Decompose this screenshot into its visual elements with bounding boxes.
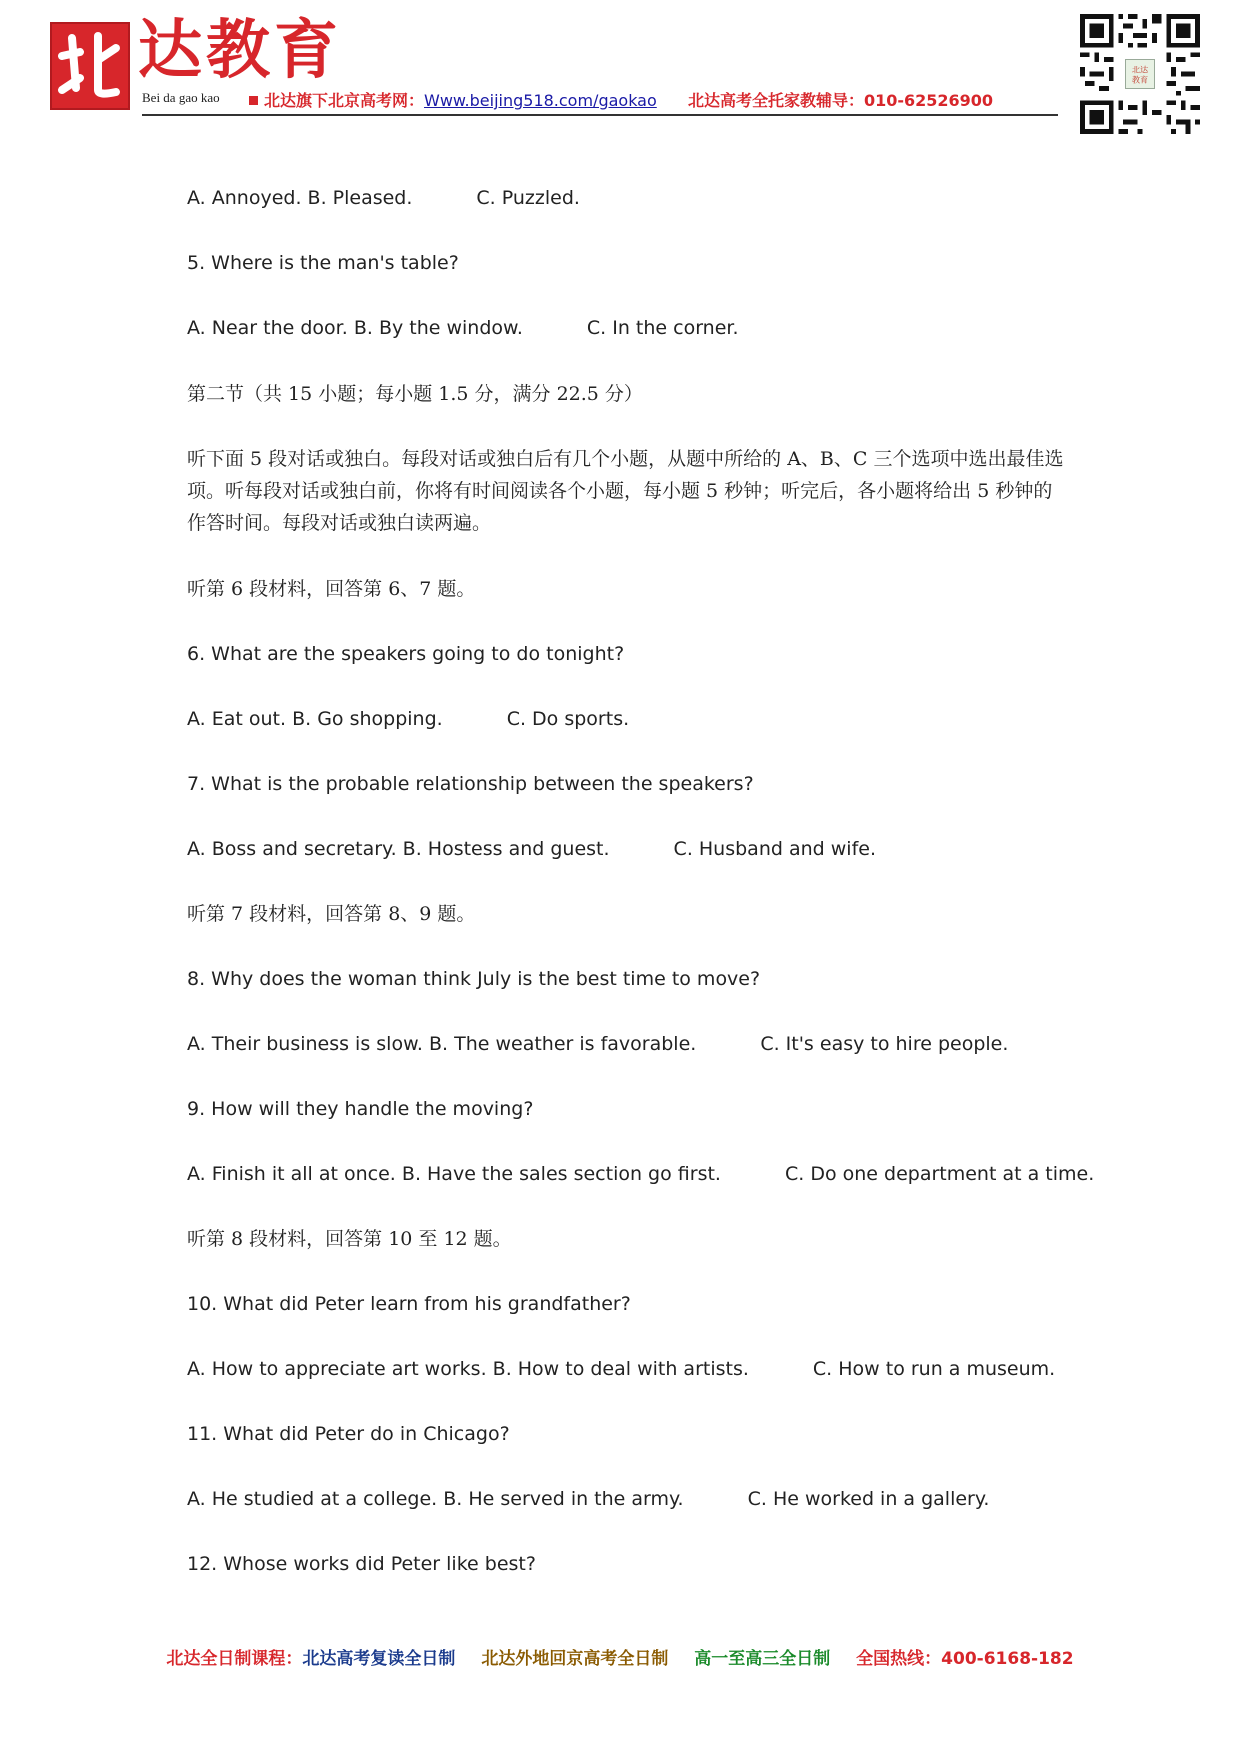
section-2-title: 第二节（共 15 小题；每小题 1.5 分，满分 22.5 分） bbox=[187, 383, 643, 405]
qr-code-icon bbox=[1080, 14, 1200, 134]
option-c: C. It's easy to hire people. bbox=[760, 1033, 1009, 1055]
option-a: A. He studied at a college. bbox=[187, 1488, 438, 1510]
option-b: B. By the window. bbox=[353, 317, 523, 339]
option-b: B. Go shopping. bbox=[292, 708, 443, 730]
question-7: 7. What is the probable relationship between the speakers? bbox=[187, 773, 754, 795]
option-a: A. Eat out. bbox=[187, 708, 287, 730]
footer-courses-label: 北达全日制课程： bbox=[166, 1649, 303, 1669]
option-c: C. In the corner. bbox=[586, 317, 739, 339]
option-c: C. Puzzled. bbox=[476, 187, 580, 209]
logo-pinyin: Bei da gao kao bbox=[142, 90, 220, 105]
q5-options bbox=[187, 312, 1067, 344]
footer-bar bbox=[0, 1644, 1240, 1669]
option-a: A. Near the door. bbox=[187, 317, 348, 339]
footer-hotline: 全国热线：400-6168-182 bbox=[856, 1649, 1074, 1669]
material-8-heading: 听第 8 段材料，回答第 10 至 12 题。 bbox=[187, 1228, 512, 1250]
question-10: 10. What did Peter learn from his grandfather? bbox=[187, 1293, 631, 1315]
svg-text:教育: 教育 bbox=[1131, 74, 1149, 85]
option-b: B. He served in the army. bbox=[443, 1488, 684, 1510]
option-a: A. Annoyed. bbox=[187, 187, 302, 209]
option-b: B. The weather is favorable. bbox=[428, 1033, 697, 1055]
q11-options bbox=[187, 1483, 1067, 1515]
tutor-label: 北达高考全托家教辅导：010-62526900 bbox=[687, 91, 994, 110]
site-link[interactable]: Www.beijing518.com/gaokao bbox=[424, 91, 657, 110]
q7-options bbox=[187, 833, 1067, 865]
material-6-heading: 听第 6 段材料，回答第 6、7 题。 bbox=[187, 578, 476, 600]
question-12: 12. Whose works did Peter like best? bbox=[187, 1553, 536, 1575]
q4-options bbox=[187, 182, 1067, 214]
q6-options bbox=[187, 703, 1067, 735]
option-c: C. Do sports. bbox=[506, 708, 630, 730]
logo-text: 达教育 bbox=[138, 13, 342, 88]
question-11: 11. What did Peter do in Chicago? bbox=[187, 1423, 510, 1445]
question-8: 8. Why does the woman think July is the best time to move? bbox=[187, 968, 761, 990]
logo-emblem bbox=[50, 22, 130, 110]
section-2-instructions: 听下面 5 段对话或独白。每段对话或独白后有几个小题，从题中所给的 A、B、C 三个选项中选出最佳选项。听每段对话或独白前，你将有时间阅读各个小题，每小题 5 秒钟；听完后，各小题将给出 5 秒钟的作答时间。每段对话或独白读两遍。 bbox=[187, 448, 1064, 534]
question-9: 9. How will they handle the moving? bbox=[187, 1098, 534, 1120]
footer-course-1: 北达高考复读全日制 bbox=[302, 1649, 456, 1669]
bullet-square-icon bbox=[249, 96, 258, 105]
footer-course-3: 高一至高三全日制 bbox=[694, 1649, 831, 1669]
option-c: C. Do one department at a time. bbox=[784, 1163, 1095, 1185]
option-c: C. How to run a museum. bbox=[812, 1358, 1056, 1380]
option-b: B. Hostess and guest. bbox=[402, 838, 610, 860]
q9-options bbox=[187, 1158, 1095, 1190]
header-divider bbox=[142, 114, 1058, 116]
question-5: 5. Where is the man's table? bbox=[187, 252, 459, 274]
material-7-heading: 听第 7 段材料，回答第 8、9 题。 bbox=[187, 903, 476, 925]
option-a: A. Boss and secretary. bbox=[187, 838, 397, 860]
option-c: C. Husband and wife. bbox=[673, 838, 876, 860]
question-6: 6. What are the speakers going to do tonight? bbox=[187, 643, 625, 665]
q8-options bbox=[187, 1028, 1067, 1060]
header-info-line bbox=[264, 88, 993, 111]
footer-course-2: 北达外地回京高考全日制 bbox=[481, 1649, 669, 1669]
option-a: A. How to appreciate art works. bbox=[187, 1358, 487, 1380]
option-b: B. Have the sales section go first. bbox=[401, 1163, 721, 1185]
option-c: C. He worked in a gallery. bbox=[747, 1488, 990, 1510]
option-a: A. Their business is slow. bbox=[187, 1033, 423, 1055]
option-b: B. How to deal with artists. bbox=[492, 1358, 749, 1380]
qr-center-label: 北达 bbox=[1131, 64, 1149, 75]
q10-options bbox=[187, 1353, 1067, 1385]
option-b: B. Pleased. bbox=[307, 187, 413, 209]
logo-calligraphy-icon bbox=[58, 32, 122, 100]
option-a: A. Finish it all at once. bbox=[187, 1163, 396, 1185]
site-label: 北达旗下北京高考网： bbox=[264, 91, 425, 110]
